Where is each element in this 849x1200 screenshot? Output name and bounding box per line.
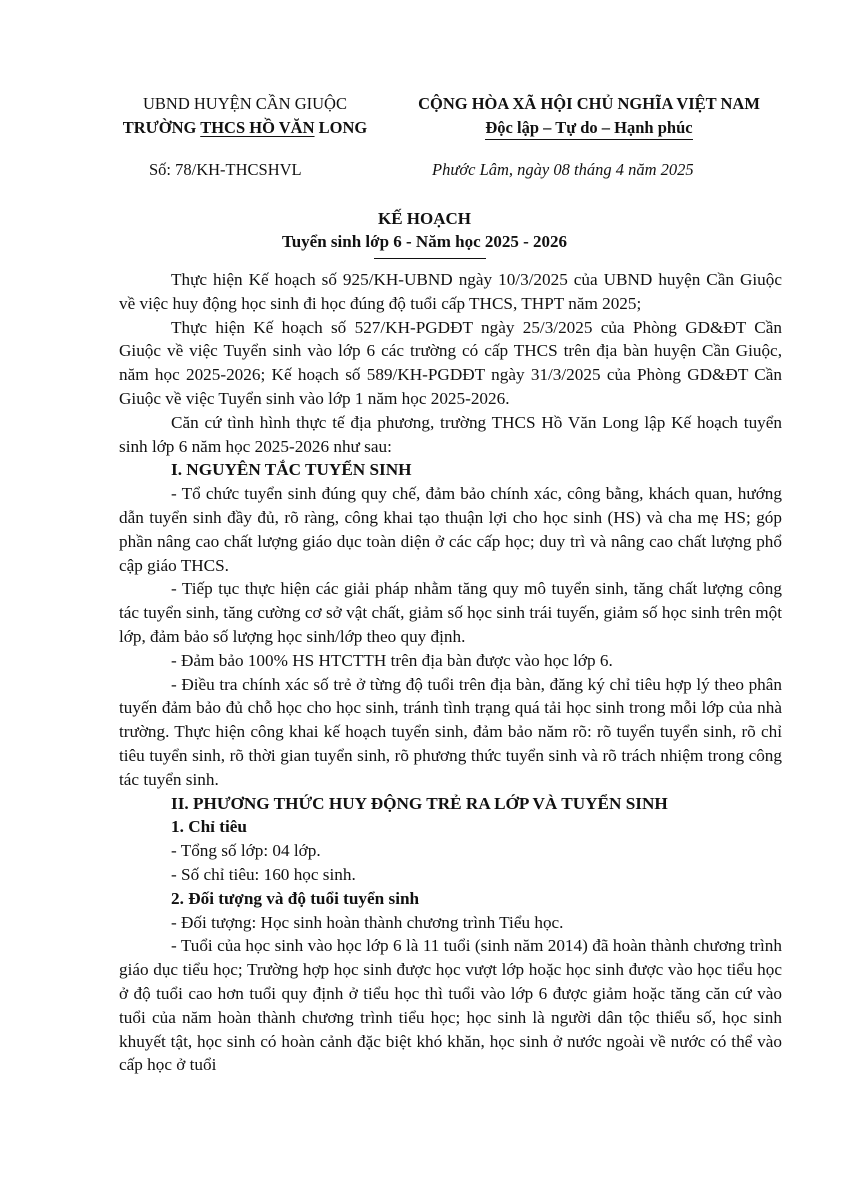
section-heading: I. NGUYÊN TẮC TUYỂN SINH [171, 460, 412, 480]
paragraph: Thực hiện Kế hoạch số 925/KH-UBND ngày 10/3/2025 của UBND huyện Cần Giuộc về việc huy động học sinh đi học đúng độ tuổi cấp THCS, THPT năm 2025; [119, 270, 782, 313]
motto-line-1: CỘNG HÒA XÃ HỘI CHỦ NGHĨA VIỆT NAM [418, 94, 760, 113]
title-underline [374, 258, 486, 259]
paragraph: - Tuổi của học sinh vào học lớp 6 là 11 tuổi (sinh năm 2014) đã hoàn thành chương trình giáo dục tiểu học; Trường hợp học sinh được học vượt lớp hoặc học sinh được vào học tiểu học ở độ tuổi cao hơn tuổi quy định ở tiểu học thì tuổi vào lớp 6 được giảm hoặc tăng căn cứ vào tuổi của năm hoàn thành chương trình tiểu học; học sinh là người dân tộc thiểu số, học sinh khuyết tật, học sinh có hoàn cảnh đặc biệt khó khăn, học sinh ở nước ngoài về nước có thể vào cấp học ở tuổi [119, 936, 782, 1075]
document-title: KẾ HOẠCH [377, 209, 472, 228]
document-date: Phước Lâm, ngày 08 tháng 4 năm 2025 [432, 160, 694, 179]
motto-line-2: Độc lập – Tự do – Hạnh phúc [485, 117, 692, 140]
subsection-heading: 1. Chỉ tiêu [171, 817, 247, 837]
paragraph: - Đảm bảo 100% HS HTCTTH trên địa bàn được vào học lớp 6. [171, 650, 613, 670]
paragraph: - Tiếp tục thực hiện các giải pháp nhằm tăng quy mô tuyển sinh, tăng chất lượng công tác tuyển sinh, tăng cường cơ sở vật chất, giảm số học sinh trái tuyến, giảm số học sinh trên một lớp, đảm bảo số lượng học sinh/lớp theo quy định. [119, 579, 782, 646]
document-body [119, 268, 782, 1077]
paragraph: Thực hiện Kế hoạch số 527/KH-PGDĐT ngày 25/3/2025 của Phòng GD&ĐT Cần Giuộc về việc Tuyển sinh vào lớp 6 các trường có cấp THCS trên địa bàn huyện Cần Giuộc, năm học 2025-2026; Kế hoạch số 589/KH-PGDĐT ngày 31/3/2025 của Phòng GD&ĐT Cần Giuộc về việc Tuyển sinh vào lớp 1 năm học 2025-2026. [119, 317, 782, 408]
paragraph: - Tổ chức tuyển sinh đúng quy chế, đảm bảo chính xác, công bằng, khách quan, hướng dẫn tuyển sinh đầy đủ, rõ ràng, công khai tạo thuận lợi cho học sinh (HS) và cha mẹ HS; góp phần nâng cao chất lượng giáo dục toàn diện ở các cấp học; duy trì và nâng cao chất lượng phổ cập giáo THCS. [119, 484, 782, 575]
document-subtitle: Tuyển sinh lớp 6 - Năm học 2025 - 2026 [281, 232, 568, 251]
national-motto [388, 92, 790, 140]
agency-line-1: UBND HUYỆN CẦN GIUỘC [143, 94, 347, 113]
subsection-heading: 2. Đối tượng và độ tuổi tuyển sinh [171, 888, 420, 908]
paragraph: - Số chỉ tiêu: 160 học sinh. [171, 864, 356, 884]
agency-line-2: TRƯỜNG THCS HỒ VĂN LONG [122, 118, 368, 137]
paragraph: - Tổng số lớp: 04 lớp. [171, 841, 321, 861]
paragraph: - Đối tượng: Học sinh hoàn thành chương trình Tiểu học. [171, 912, 564, 932]
issuing-agency [100, 92, 390, 140]
section-heading: II. PHƯƠNG THỨC HUY ĐỘNG TRẺ RA LỚP VÀ TUYỂN SINH [171, 793, 668, 813]
paragraph: - Điều tra chính xác số trẻ ở từng độ tuổi trên địa bàn, đăng ký chỉ tiêu hợp lý theo phân tuyến đảm bảo đủ chỗ học cho học sinh, tránh tình trạng quá tải học sinh trong mỗi lớp của nhà trường. Thực hiện công khai kế hoạch tuyển sinh, đảm bảo năm rõ: rõ tuyển tuyển sinh, rõ chỉ tiêu tuyển sinh, rõ thời gian tuyển sinh, rõ phương thức tuyển sinh và rõ trách nhiệm trong công tác tuyển sinh. [119, 674, 782, 789]
paragraph: Căn cứ tình hình thực tế địa phương, trường THCS Hồ Văn Long lập Kế hoạch tuyển sinh lớp 6 năm học 2025-2026 như sau: [119, 412, 782, 456]
document-number: Số: 78/KH-THCSHVL [149, 160, 302, 179]
